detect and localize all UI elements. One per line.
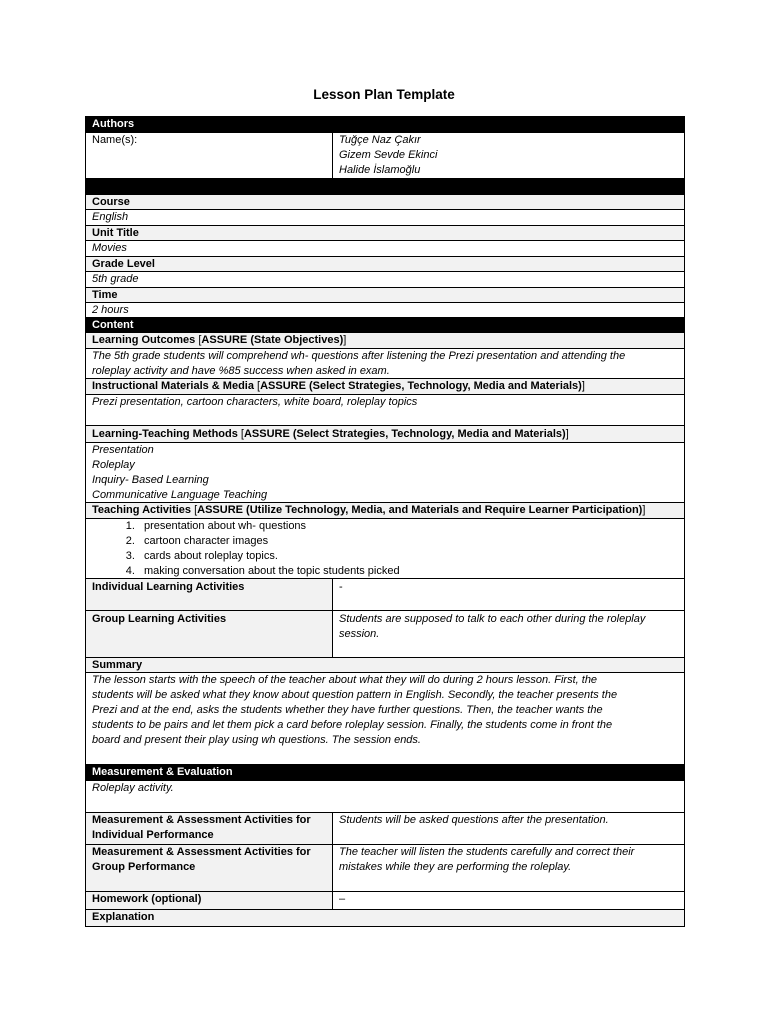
instructional-materials-value: Prezi presentation, cartoon characters, white board, roleplay topics [86, 395, 684, 426]
individual-activities-label: Individual Learning Activities [86, 579, 333, 610]
measurement-header: Measurement & Evaluation [86, 765, 684, 781]
unit-title-label: Unit Title [86, 226, 684, 241]
homework-row [86, 892, 684, 910]
assessment-individual-label: Measurement & Assessment Activities for Individual Performance [86, 813, 333, 844]
activity-item: 2. cartoon character images [138, 534, 678, 549]
learning-outcomes-label: Learning Outcomes [ASSURE (State Objectives)] [86, 333, 684, 349]
homework-value: – [339, 893, 346, 905]
names-label: Name(s): [86, 133, 333, 178]
course-value: English [86, 210, 684, 226]
summary-text: The lesson starts with the speech of the teacher about what they will do during 2 hours lesson. First, the students will be asked what they know about question pattern in English. Secondly, the teacher presents the Prezi and at the end, asks the students whether they have further questions. Then, the teacher wants the students to be pairs and let them pick a card before roleplay session. Finally, the students come in front the board and present their play using wh questions. The session ends. [86, 673, 684, 765]
assessment-group-row [86, 845, 684, 892]
group-activities-label: Group Learning Activities [86, 611, 333, 657]
method-item: Roleplay [92, 459, 135, 471]
authors-row [86, 133, 684, 179]
individual-activities-row [86, 579, 684, 611]
method-item: Presentation [92, 444, 154, 456]
methods-label: Learning-Teaching Methods [ASSURE (Select Strategies, Technology, Media and Materials)] [86, 426, 684, 443]
summary-label: Summary [86, 658, 684, 673]
methods-list [86, 443, 684, 503]
authors-header: Authors [86, 117, 684, 133]
lesson-plan-table [85, 116, 685, 927]
course-label: Course [86, 195, 684, 210]
activity-item: 1. presentation about wh- questions [138, 519, 678, 534]
method-item: Inquiry- Based Learning [92, 474, 209, 486]
time-label: Time [86, 288, 684, 303]
learning-outcomes-value: The 5th grade students will comprehend wh- questions after listening the Prezi presentation and attending the roleplay activity and have %85 success when asked in exam. [86, 349, 684, 379]
grade-level-value: 5th grade [86, 272, 684, 288]
unit-title-value: Movies [86, 241, 684, 257]
measurement-value: Roleplay activity. [86, 781, 684, 813]
content-header: Content [86, 318, 684, 333]
author-names [333, 133, 684, 178]
instructional-materials-label: Instructional Materials & Media [ASSURE (Select Strategies, Technology, Media and Materials)] [86, 379, 684, 395]
group-activities-row [86, 611, 684, 658]
author-name: Halide İslamoğlu [339, 164, 421, 176]
group-activities-value: Students are supposed to talk to each other during the roleplay session. [339, 613, 646, 640]
explanation-label: Explanation [86, 910, 684, 926]
assessment-individual-row [86, 813, 684, 845]
author-name: Gizem Sevde Ekinci [339, 149, 438, 161]
activity-item: 4. making conversation about the topic students picked [138, 564, 678, 579]
teaching-activities-label: Teaching Activities [ASSURE (Utilize Technology, Media, and Materials and Require Learner Participation)] [86, 503, 684, 519]
assessment-group-label: Measurement & Assessment Activities for Group Performance [86, 845, 333, 891]
grade-level-label: Grade Level [86, 257, 684, 272]
author-name: Tuğçe Naz Çakır [339, 134, 421, 146]
assessment-group-value: The teacher will listen the students carefully and correct their mistakes while they are performing the roleplay. [339, 846, 635, 873]
individual-activities-value: - [339, 581, 343, 593]
activity-item: 3. cards about roleplay topics. [138, 549, 678, 564]
homework-label: Homework (optional) [86, 892, 333, 909]
method-item: Communicative Language Teaching [92, 489, 268, 501]
assessment-individual-value: Students will be asked questions after the presentation. [339, 814, 609, 826]
black-separator [86, 179, 684, 195]
teaching-activities-list [86, 519, 684, 579]
time-value: 2 hours [86, 303, 684, 318]
page-title: Lesson Plan Template [313, 87, 455, 102]
